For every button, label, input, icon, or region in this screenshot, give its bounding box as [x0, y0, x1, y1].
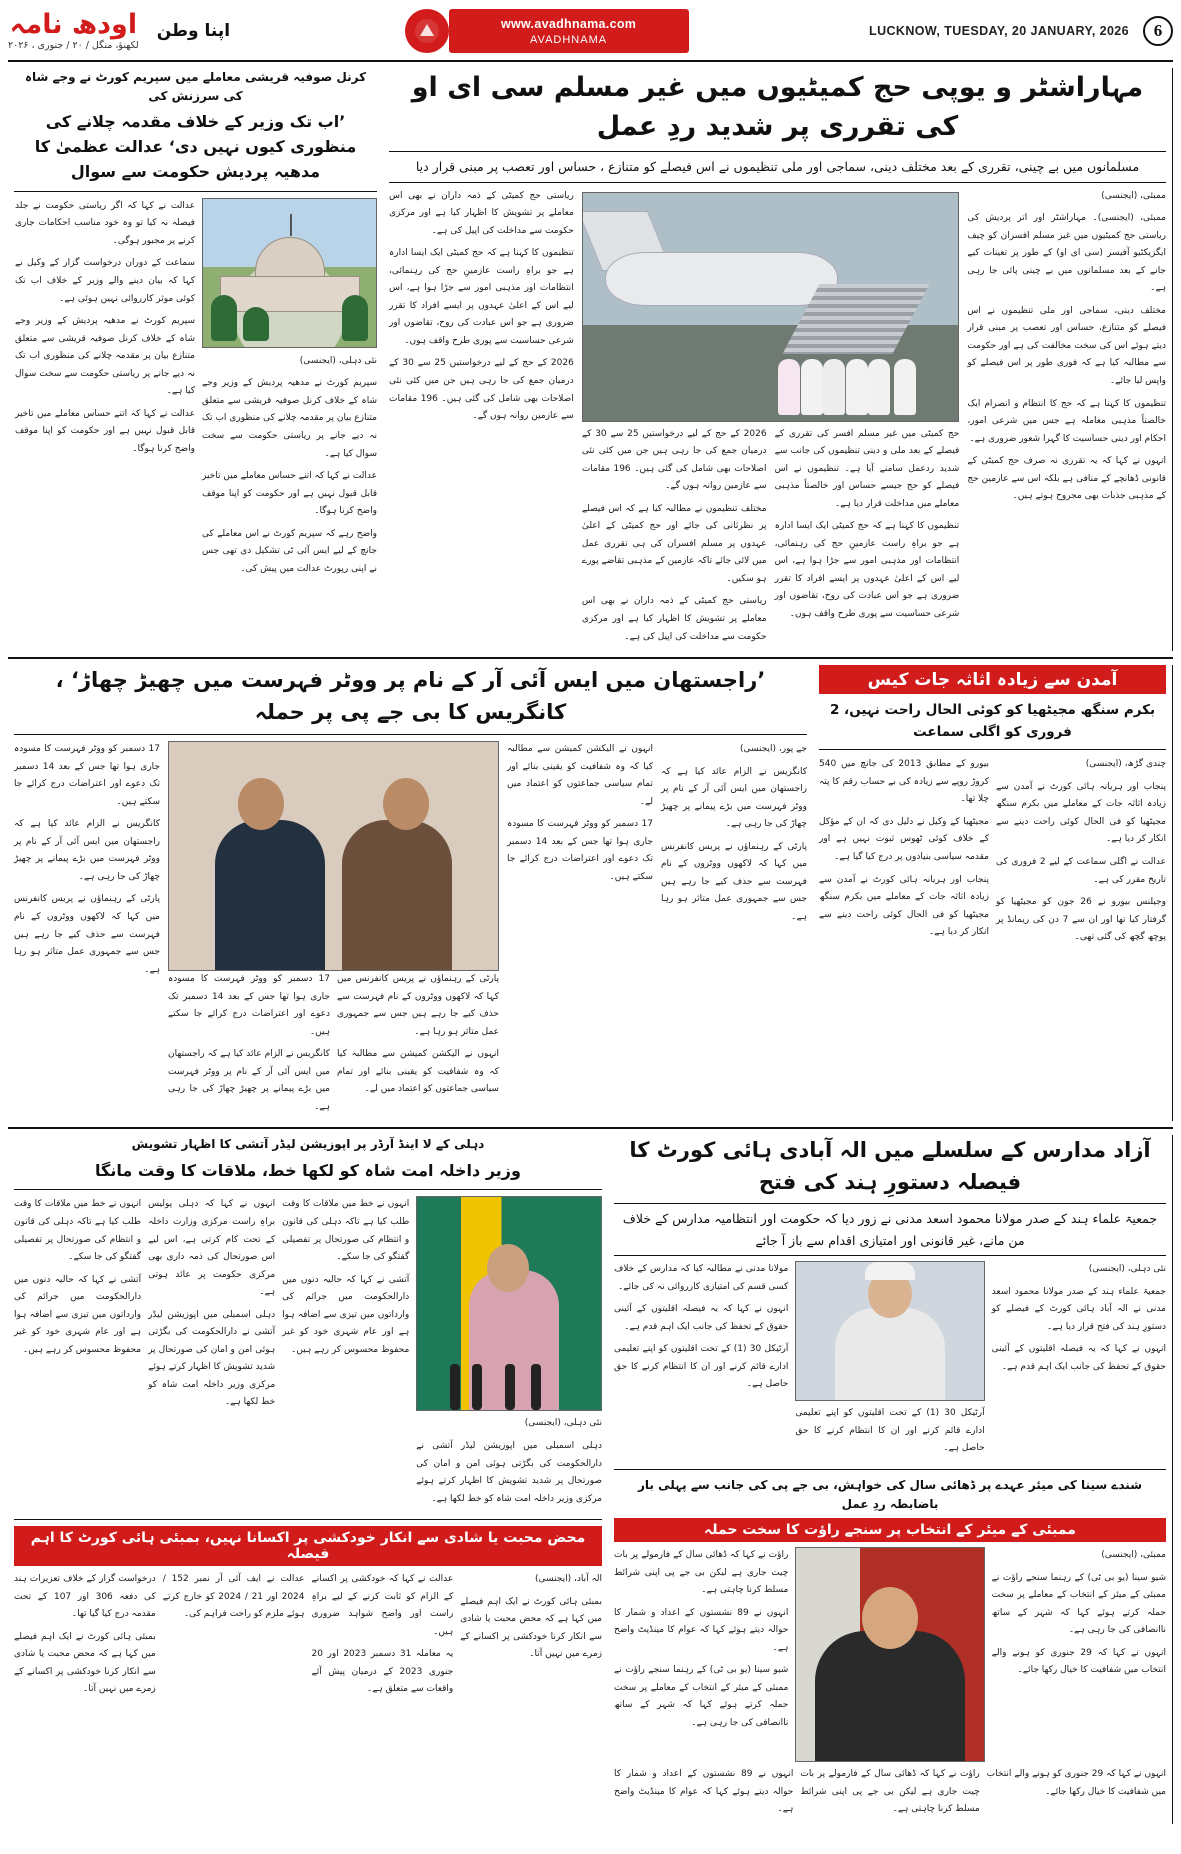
atishi-press-conference-photo: [416, 1196, 602, 1411]
top-section: [8, 68, 1173, 651]
paragraph: انہوں نے الیکشن کمیشن سے مطالبہ کیا کہ وہ شفافیت کو یقینی بنائے اور تمام سیاسی جماعتوں کو اعتماد میں لے۔: [336, 1049, 499, 1095]
rajasthan-headline: ’راجستھان میں ایس آئی آر کے نام پر ووٹر فہرست میں چھیڑ چھاڑ‘ ، کانگریس کا بی جے پی پر حملہ: [55, 668, 766, 724]
paragraph: 17 دسمبر کو ووٹر فہرست کا مسودہ جاری ہوا تھا جس کے بعد 14 دسمبر تک دعوے اور اعتراضات درج کرائے جا سکتے ہیں۔: [13, 744, 160, 807]
paragraph: پنجاب اور ہریانہ ہائی کورٹ نے آمدن سے زیادہ اثاثہ جات کے معاملے میں بکرم سنگھ مجیٹھیا کو فی الحال کوئی راحت دینے سے انکار کر دیا ہے۔: [819, 874, 989, 938]
madaris-col-1: [992, 1261, 1166, 1463]
paragraph: عدالت نے کہا کہ اتنے حساس معاملے میں تاخیر قابل قبول نہیں ہے اور حکومت کو اپنا موقف واضح کرنا ہوگا۔: [202, 471, 377, 517]
income-col-a: [996, 756, 1166, 951]
hajj-pilgrims-aircraft-photo: [582, 192, 960, 422]
paragraph: ریاستی حج کمیٹی کے ذمہ داران نے بھی اس معاملے پر تشویش کا اظہار کیا ہے اور مرکزی حکومت سے مداخلت کی اپیل کی ہے۔: [581, 596, 767, 642]
mumbai-mayor-story: [614, 1476, 1166, 1824]
mumbai-bottom-col-1: [987, 1766, 1166, 1824]
paragraph: انہوں نے کہا کہ 29 جنوری کو ہونے والے انتخاب میں شفافیت کا خیال رکھا جائے۔: [986, 1768, 1166, 1797]
lead-deck: مسلمانوں میں بے چینی، تقرری کے بعد مختلف دینی، سماجی اور ملی تنظیموں نے اس فیصلے کو متنازع ، حساس اور تعصب پر مبنی قرار دیا: [389, 151, 1166, 182]
middle-section: [8, 665, 1173, 1121]
paragraph: جمعیۃ علماء ہند کے صدر مولانا محمود اسعد مدنی نے الہ آباد ہائی کورٹ کے فیصلے کو دستورِ ہند کی فتح قرار دیا ہے۔: [991, 1286, 1166, 1332]
raj-col-2: [507, 741, 653, 1121]
paragraph: سماعت کے دوران درخواست گزار کے وکیل نے کہا کہ بیان دینے والے وزیر کے خلاف اب تک کوئی موثر کارروائی نہیں ہوئی ہے۔: [15, 258, 195, 304]
bhc-col-2: [312, 1571, 454, 1704]
congress-press-conference-photo: [168, 741, 499, 971]
mumbai-headline: ممبئی کے میئر کے انتخاب پر سنجے راؤت کا سخت حملہ: [614, 1518, 1166, 1542]
paragraph: بمبئی ہائی کورٹ نے ایک اہم فیصلے میں کہا ہے کہ محض محبت یا شادی سے انکار کرنا خودکشی پر اکسانے کے زمرے میں نہیں آتا۔: [14, 1631, 156, 1695]
logo-icon: [405, 9, 449, 53]
paragraph: بمبئی ہائی کورٹ نے ایک اہم فیصلے میں کہا ہے کہ محض محبت یا شادی سے انکار کرنا خودکشی پر اکسانے کے زمرے میں نہیں آتا۔: [460, 1596, 602, 1660]
masthead-center: [411, 9, 689, 53]
delhi-col-3: [148, 1196, 275, 1513]
paragraph: پارٹی کے رہنماؤں نے پریس کانفرنس میں کہا کہ لاکھوں ووٹروں کے نام فہرست سے حذف کیے جا رہے ہیں جس سے جمہوری عمل متاثر ہو رہا ہے۔: [336, 974, 499, 1037]
paragraph: کانگریس نے الزام عائد کیا ہے کہ راجستھان میں ایس آئی آر کے نام پر ووٹر فہرست میں بڑے پیمانے پر چھیڑ چھاڑ کی جا رہی ہے۔: [13, 819, 160, 882]
paragraph: پارٹی کے رہنماؤں نے پریس کانفرنس میں کہا کہ لاکھوں ووٹروں کے نام فہرست سے حذف کیے جا رہے ہیں جس سے جمہوری عمل متاثر ہو رہا ہے۔: [660, 841, 807, 923]
website-url: www.avadhnama.com: [500, 16, 637, 31]
income-assets-story: [813, 665, 1173, 1121]
mumbai-kicker: شندے سینا کی میئر عہدے پر ڈھائی سال کی خواہش، بی جے پی کی جانب سے پہلی بار باضابطہ ردِ عمل: [637, 1477, 1143, 1511]
maulana-madani-photo: [795, 1261, 984, 1401]
raj-byline: جے پور، (ایجنسی): [739, 744, 807, 755]
raj-col-3: [337, 971, 499, 1121]
paragraph: 2026 کے حج کے لیے درخواستیں 25 سے 30 کے درمیان جمع کی جا رہی ہیں جن میں کئی نئی اصلاحات بھی شامل کی گئی ہیں۔ 196 مقامات سے عازمین روانہ ہوں گے۔: [581, 428, 767, 492]
lead-body-col-a: [775, 426, 960, 652]
income-banner: آمدن سے زیادہ اثاثہ جات کیس: [819, 665, 1166, 694]
raj-col-5: [14, 741, 160, 1121]
paragraph: شیو سینا (یو بی ٹی) کے رہنما سنجے راؤت نے ممبئی کے میئر کے انتخاب کے معاملے پر سخت حملہ کرتے ہوئے کہا کہ شہر کے ساتھ ناانصافی کی جا رہی ہے۔: [991, 1572, 1166, 1636]
website-badge[interactable]: [449, 9, 689, 53]
paragraph: پنجاب اور ہریانہ ہائی کورٹ نے آمدن سے زیادہ اثاثہ جات کے معاملے میں بکرم سنگھ مجیٹھیا کو فی الحال کوئی راحت دینے سے انکار کر دیا ہے۔: [996, 781, 1166, 845]
paragraph: راؤت نے کہا کہ ڈھائی سال کے فارمولے پر بات چیت جاری ہے لیکن بی جے پی اپنی شرائط مسلط کرنا چاہتی ہے۔: [800, 1768, 980, 1815]
paragraph: انہوں نے کہا کہ دہلی پولیس براہِ راست مرکزی وزارت داخلہ کے تحت کام کرتی ہے، اس لیے اس صورتحال کی ذمہ داری بھی مرکزی حکومت پر عائد ہوتی ہے۔: [148, 1199, 276, 1298]
paragraph: راؤت نے کہا کہ ڈھائی سال کے فارمولے پر بات چیت جاری ہے لیکن بی جے پی اپنی شرائط مسلط کرنا چاہتی ہے۔: [613, 1549, 789, 1596]
income-headline: بکرم سنگھ مجیٹھیا کو کوئی الحال راحت نہیں، 2 فروری کو اگلی سماعت: [829, 702, 1156, 740]
page-number: 6: [1143, 16, 1173, 46]
rajasthan-story: [8, 665, 813, 1121]
paragraph: عدالت نے اگلی سماعت کے لیے 2 فروری کی تاریخ مقرر کی ہے۔: [996, 857, 1166, 885]
paragraph: وجیلنس بیورو نے 26 جون کو مجیٹھیا کو گرفتار کیا تھا اور ان سے 7 دن کی ریمانڈ پر پوچھ گچھ کی گئی تھی۔: [996, 897, 1167, 943]
lead-headline: مہاراشٹر و یوپی حج کمیٹیوں میں غیر مسلم سی ای او کی تقرری پر شدید ردِ عمل: [411, 72, 1144, 143]
paragraph: دہلی اسمبلی میں اپوزیشن لیڈر آتشی نے دارالحکومت کی بگڑتی ہوئی امن و امان کی صورتحال پر شدید تشویش کا اظہار کرتے ہوئے مرکزی وزیر داخلہ امت شاہ کو خط لکھا ہے۔: [148, 1309, 276, 1408]
raj-col-4: [168, 971, 330, 1121]
sc-headline: ’اب تک وزیر کے خلاف مقدمہ چلانے کی منظوری کیوں نہیں دی‘ عدالت عظمیٰ کا مدھیہ پردیش حکومت سے سوال: [34, 112, 357, 181]
paragraph: ممبئی، (ایجنسی)۔ مہاراشٹر اور اتر پردیش کی ریاستی حج کمیٹیوں میں غیر مسلم افسران کو چیف ایگزیکٹیو آفیسر (سی ای او) کے طور پر تعینات کیے جانے کے بعد مسلمانوں میں بے چینی پائی جا رہی ہے۔: [967, 213, 1166, 294]
paragraph: انہوں نے خط میں ملاقات کا وقت طلب کیا ہے تاکہ دہلی کی قانون و انتظام کی صورتحال پر تفصیلی گفتگو کی جا سکے۔: [282, 1199, 410, 1263]
masthead-left: [869, 16, 1173, 46]
delhi-story: [8, 1135, 608, 1823]
paragraph: 17 دسمبر کو ووٹر فہرست کا مسودہ جاری ہوا تھا جس کے بعد 14 دسمبر تک دعوے اور اعتراضات درج کرائے جا سکتے ہیں۔: [506, 819, 653, 882]
paragraph: آتشی نے کہا کہ حالیہ دنوں میں دارالحکومت میں جرائم کی وارداتوں میں تیزی سے اضافہ ہوا ہے اور عام شہری خود کو غیر محفوظ محسوس کر رہے ہیں۔: [13, 1274, 142, 1355]
paragraph: آرٹیکل 30 (1) کے تحت اقلیتوں کو اپنے تعلیمی ادارے قائم کرنے اور ان کا انتظام کرنے کا حق حاصل ہے۔: [613, 1344, 789, 1390]
lead-body-col-b: [582, 426, 767, 652]
madaris-headline: آزاد مدارس کے سلسلے میں الہ آبادی ہائی کورٹ کا فیصلہ دستورِ ہند کی فتح: [629, 1138, 1151, 1194]
paragraph: ریاستی حج کمیٹی کے ذمہ داران نے بھی اس معاملے پر تشویش کا اظہار کیا ہے اور مرکزی حکومت سے مداخلت کی اپیل کی ہے۔: [389, 190, 574, 236]
paragraph: عدالت نے کہا کہ خودکشی پر اکسانے کے الزام کو ثابت کرنے کے لیے براہِ راست اور واضح شواہد ضروری ہیں۔: [311, 1574, 454, 1637]
paragraph: انہوں نے کہا کہ یہ فیصلہ اقلیتوں کے آئینی حقوق کے تحفظ کی جانب ایک اہم قدم ہے۔: [991, 1344, 1166, 1372]
paragraph: انہوں نے 89 نشستوں کے اعداد و شمار کا حوالہ دیتے ہوئے کہا کہ عوام کا مینڈیٹ واضح ہے۔: [613, 1607, 789, 1653]
paragraph: انہوں نے 89 نشستوں کے اعداد و شمار کا حوالہ دیتے ہوئے کہا کہ عوام کا مینڈیٹ واضح ہے۔: [614, 1768, 794, 1815]
sanjay-raut-photo: [795, 1547, 984, 1762]
masthead-right: [8, 11, 230, 51]
paragraph: پارٹی کے رہنماؤں نے پریس کانفرنس میں کہا کہ لاکھوں ووٹروں کے نام فہرست سے حذف کیے جا رہے ہیں جس سے جمہوری عمل متاثر ہو رہا ہے۔: [13, 894, 160, 975]
sc-byline: نئی دہلی، (ایجنسی): [299, 355, 377, 366]
tagline: اپنا وطن: [156, 21, 231, 41]
nameplate: [8, 11, 139, 51]
nameplate-title: اودھ نامہ: [9, 9, 138, 41]
sc-kicker: کرنل صوفیہ قریشی معاملے میں سپریم کورٹ نے وجے شاہ کی سرزنش کی: [24, 70, 367, 104]
paragraph: 17 دسمبر کو ووٹر فہرست کا مسودہ جاری ہوا تھا جس کے بعد 14 دسمبر تک دعوے اور اعتراضات درج کرائے جا سکتے ہیں۔: [168, 974, 330, 1037]
supreme-court-building-photo: [202, 198, 377, 348]
delhi-headline: وزیر داخلہ امت شاہ کو لکھا خط، ملاقات کا وقت مانگا: [95, 1160, 521, 1180]
lead-story: [383, 68, 1173, 651]
mumbai-byline: ممبئی، (ایجنسی): [1101, 1549, 1166, 1560]
paragraph: دہلی اسمبلی میں اپوزیشن لیڈر آتشی نے دارالحکومت کی بگڑتی ہوئی امن و امان کی صورتحال پر شدید تشویش کا اظہار کرتے ہوئے مرکزی وزیر داخلہ امت شاہ کو خط لکھا ہے۔: [416, 1441, 602, 1504]
paragraph: انہوں نے الیکشن کمیشن سے مطالبہ کیا کہ وہ شفافیت کو یقینی بنائے اور تمام سیاسی جماعتوں کو اعتماد میں لے۔: [506, 744, 653, 807]
delhi-col-2: [282, 1196, 409, 1513]
website-sub: AVADHNAMA: [530, 33, 608, 46]
paragraph: آرٹیکل 30 (1) کے تحت اقلیتوں کو اپنے تعلیمی ادارے قائم کرنے اور ان کا انتظام کرنے کا حق حاصل ہے۔: [795, 1407, 985, 1454]
paragraph: مجیٹھیا کے وکیل نے دلیل دی کہ ان کے مؤکل کے خلاف کوئی ٹھوس ثبوت نہیں ہے اور مقدمہ سیاسی بنیادوں پر درج کیا گیا ہے۔: [819, 816, 989, 863]
dateline: LUCKNOW, TUESDAY, 20 JANUARY, 2026: [869, 24, 1129, 38]
paragraph: واضح رہے کہ سپریم کورٹ نے اس معاملے کی جانچ کے لیے ایس آئی ٹی تشکیل دی تھی جس نے اپنی رپورٹ عدالت میں پیش کی۔: [202, 528, 377, 574]
income-byline: چندی گڑھ، (ایجنسی): [1085, 759, 1166, 770]
bhc-col-4: [14, 1571, 156, 1704]
lead-byline: ممبئی، (ایجنسی): [1101, 190, 1166, 201]
raj-photo-column: [168, 741, 499, 1121]
supreme-court-story: [8, 68, 383, 651]
paragraph: تنظیموں کا کہنا ہے کہ حج کا انتظام و انصرام ایک خالصتاً مذہبی معاملہ ہے جس میں شرعی امور، احکام اور دینی حساسیت کا گہرا شعور ضروری ہے۔: [967, 398, 1166, 444]
paragraph: کانگریس نے الزام عائد کیا ہے کہ راجستھان میں ایس آئی آر کے نام پر ووٹر فہرست میں بڑے پیمانے پر چھیڑ چھاڑ کی جا رہی ہے۔: [660, 766, 807, 830]
sc-text-column: [15, 198, 195, 584]
paragraph: سپریم کورٹ نے مدھیہ پردیش کے وزیر وجے شاہ کے خلاف کرنل صوفیہ قریشی سے متعلق متنازع بیان پر مقدمہ چلانے کی منظوری اب تک نہ دیے جانے پر ریاستی حکومت سے سخت سوال کیا ہے۔: [15, 316, 195, 397]
delhi-byline: نئی دہلی، (ایجنسی): [524, 1418, 602, 1429]
lead-photo-column: [582, 188, 960, 652]
paragraph: یہ معاملہ 31 دسمبر 2023 اور 20 جنوری 2023 کے درمیان پیش آئے واقعات سے متعلق ہے۔: [311, 1649, 454, 1695]
paragraph: عدالت نے کہا کہ اگر ریاستی حکومت نے جلد فیصلہ نہ کیا تو وہ خود مناسب احکامات جاری کرنے پر مجبور ہوگی۔: [15, 200, 195, 246]
madaris-deck: جمعیۃ علماء ہند کے صدر مولانا محمود اسعد مدنی نے زور دیا کہ حکومت اور انتظامیہ مدارس کے خلاف من مانے، غیر قانونی اور امتیازی اقدام سے باز آ جائے: [614, 1203, 1166, 1256]
mumbai-bottom-col-3: [614, 1766, 793, 1824]
lead-right-column: [967, 188, 1166, 652]
masthead: [8, 6, 1173, 62]
paragraph: تنظیموں کا کہنا ہے کہ حج کمیٹی ایک ایسا ادارہ ہے جو براہِ راست عازمینِ حج کی رہنمائی، انتظامات اور مذہبی امور سے جڑا ہوا ہے، اس لیے اس کے اعلیٰ عہدوں پر ایسے افراد کا تقرر ضروری ہے جو اس عبادت کی روح، تقاضوں اور شرعی حساسیت سے پوری طرح واقف ہوں۔: [774, 521, 960, 619]
paragraph: عدالت نے کہا کہ اتنے حساس معاملے میں تاخیر قابل قبول نہیں ہے اور حکومت کو اپنا موقف واضح کرنا ہوگا۔: [15, 408, 195, 454]
paragraph: مولانا مدنی نے مطالبہ کیا کہ مدارس کے خلاف کسی قسم کی امتیازی کارروائی نہ کی جائے۔: [613, 1263, 789, 1292]
income-col-b: [819, 756, 989, 951]
bhc-col-1: [460, 1571, 602, 1704]
madaris-col-3: [614, 1261, 788, 1463]
paragraph: تنظیموں کا کہنا ہے کہ حج کمیٹی ایک ایسا ادارہ ہے جو براہِ راست عازمینِ حج کی رہنمائی، انتظامات اور مذہبی امور سے جڑا ہوا ہے، اس لیے اس کے اعلیٰ عہدوں پر ایسے افراد کا تقرر ضروری ہے جو اس عبادت کی روح، تقاضوں اور شرعی حساسیت سے پوری طرح واقف ہوں۔: [389, 248, 574, 346]
mumbai-photo-column: [795, 1547, 984, 1762]
paragraph: کانگریس نے الزام عائد کیا ہے کہ راجستھان میں ایس آئی آر کے نام پر ووٹر فہرست میں بڑے پیمانے پر چھیڑ چھاڑ کی جا رہی ہے۔: [168, 1049, 330, 1112]
paragraph: حج کمیٹی میں غیر مسلم افسر کی تقرری کے فیصلے کے بعد ملی و دینی تنظیموں کی جانب سے شدید ردعمل سامنے آیا ہے۔ تنظیموں نے اس فیصلے کو حج جیسے حساس اور خالصتاً مذہبی معاملے میں مداخلت قرار دیا ہے۔: [774, 428, 960, 509]
raj-col-1: [661, 741, 807, 1121]
lead-left-column: [389, 188, 574, 652]
delhi-photo-column: [416, 1196, 602, 1513]
paragraph: انہوں نے خط میں ملاقات کا وقت طلب کیا ہے تاکہ دہلی کی قانون و انتظام کی صورتحال پر تفصیلی گفتگو کی جا سکے۔: [13, 1199, 142, 1263]
nameplate-subtitle: لکھنؤ، منگل / ۲۰ / جنوری ، ۲۰۲۶: [8, 40, 139, 52]
madaris-byline: نئی دہلی، (ایجنسی): [1088, 1263, 1166, 1274]
paragraph: مختلف تنظیموں نے مطالبہ کیا ہے کہ اس فیصلے پر نظرثانی کی جائے اور حج کمیٹی کے اعلیٰ عہدوں پر مسلم افسران کی ہی تقرری عمل میں لائی جائے تاکہ عازمین کے مذہبی تقاضے پورے ہو سکیں۔: [581, 503, 767, 584]
mumbai-col-1: [992, 1547, 1166, 1762]
bhc-byline: الہ آباد، (ایجنسی): [535, 1574, 602, 1585]
paragraph: 2026 کے حج کے لیے درخواستیں 25 سے 30 کے درمیان جمع کی جا رہی ہیں جن میں کئی نئی اصلاحات بھی شامل کی گئی ہیں۔ 196 مقامات سے عازمین روانہ ہوں گے۔: [389, 358, 574, 422]
paragraph: مختلف دینی، سماجی اور ملی تنظیموں نے اس فیصلے کو متنازع، حساس اور تعصب پر مبنی قرار دیتے ہوئے اس کی سخت مخالفت کی ہے اور حکومت سے مطالبہ کیا ہے کہ فوری طور پر اس فیصلے کو واپس لیا جائے۔: [967, 305, 1166, 386]
bombay-hc-headline: محض محبت یا شادی سے انکار خودکشی پر اکسانا نہیں، بمبئی ہائی کورٹ کا اہم فیصلہ: [14, 1526, 602, 1566]
paragraph: بیورو کے مطابق 2013 کی جانچ میں 540 کروڑ روپے سے زیادہ کی بے حساب رقم کا پتہ چلا تھا۔: [819, 759, 989, 805]
mumbai-bottom-col-2: [800, 1766, 979, 1824]
lead-photo: [582, 192, 960, 422]
paragraph: انہوں نے کہا کہ یہ فیصلہ اقلیتوں کے آئینی حقوق کے تحفظ کی جانب ایک اہم قدم ہے۔: [613, 1304, 789, 1332]
paragraph: آتشی نے کہا کہ حالیہ دنوں میں دارالحکومت میں جرائم کی وارداتوں میں تیزی سے اضافہ ہوا ہے اور عام شہری خود کو غیر محفوظ محسوس کر رہے ہیں۔: [282, 1274, 410, 1355]
sc-photo-column: [202, 198, 377, 584]
bhc-col-3: [163, 1571, 305, 1704]
paragraph: شیو سینا (یو بی ٹی) کے رہنما سنجے راؤت نے ممبئی کے میئر کے انتخاب کے معاملے پر سخت حملہ کرتے ہوئے کہا کہ شہر کے ساتھ ناانصافی کی جا رہی ہے۔: [613, 1665, 789, 1728]
paragraph: درخواست گزار کے خلاف تعزیرات ہند کی دفعہ 306 اور 107 کے تحت مقدمہ درج کیا گیا تھا۔: [14, 1574, 156, 1620]
delhi-col-4: [14, 1196, 141, 1513]
paragraph: سپریم کورٹ نے مدھیہ پردیش کے وزیر وجے شاہ کے خلاف کرنل صوفیہ قریشی سے متعلق متنازع بیان پر مقدمہ چلانے کی منظوری اب تک نہ دیے جانے پر ریاستی حکومت سے سخت سوال کیا ہے۔: [202, 378, 377, 459]
paragraph: عدالت نے ایف آئی آر نمبر 152 / 2024 اور 21 / 2024 کو خارج کرتے ہوئے ملزم کو راحت فراہم کی۔: [162, 1574, 305, 1620]
paragraph: انہوں نے کہا کہ 29 جنوری کو ہونے والے انتخاب میں شفافیت کا خیال رکھا جائے۔: [991, 1647, 1167, 1676]
madaris-photo-column: [795, 1261, 984, 1463]
paragraph: انہوں نے کہا کہ یہ تقرری نہ صرف حج کمیٹی کے قانونی ڈھانچے کے منافی ہے بلکہ اس سے عازمین حج کے مذہبی جذبات بھی مجروح ہوتے ہیں۔: [967, 456, 1166, 502]
madaris-story: [608, 1135, 1173, 1823]
bombay-hc-story: [14, 1526, 602, 1704]
mumbai-col-3: [614, 1547, 788, 1762]
delhi-kicker: دہلی کے لا اینڈ آرڈر پر اپوزیشن لیڈر آتشی کا اظہار تشویش: [131, 1137, 485, 1152]
bottom-section: [8, 1135, 1173, 1823]
